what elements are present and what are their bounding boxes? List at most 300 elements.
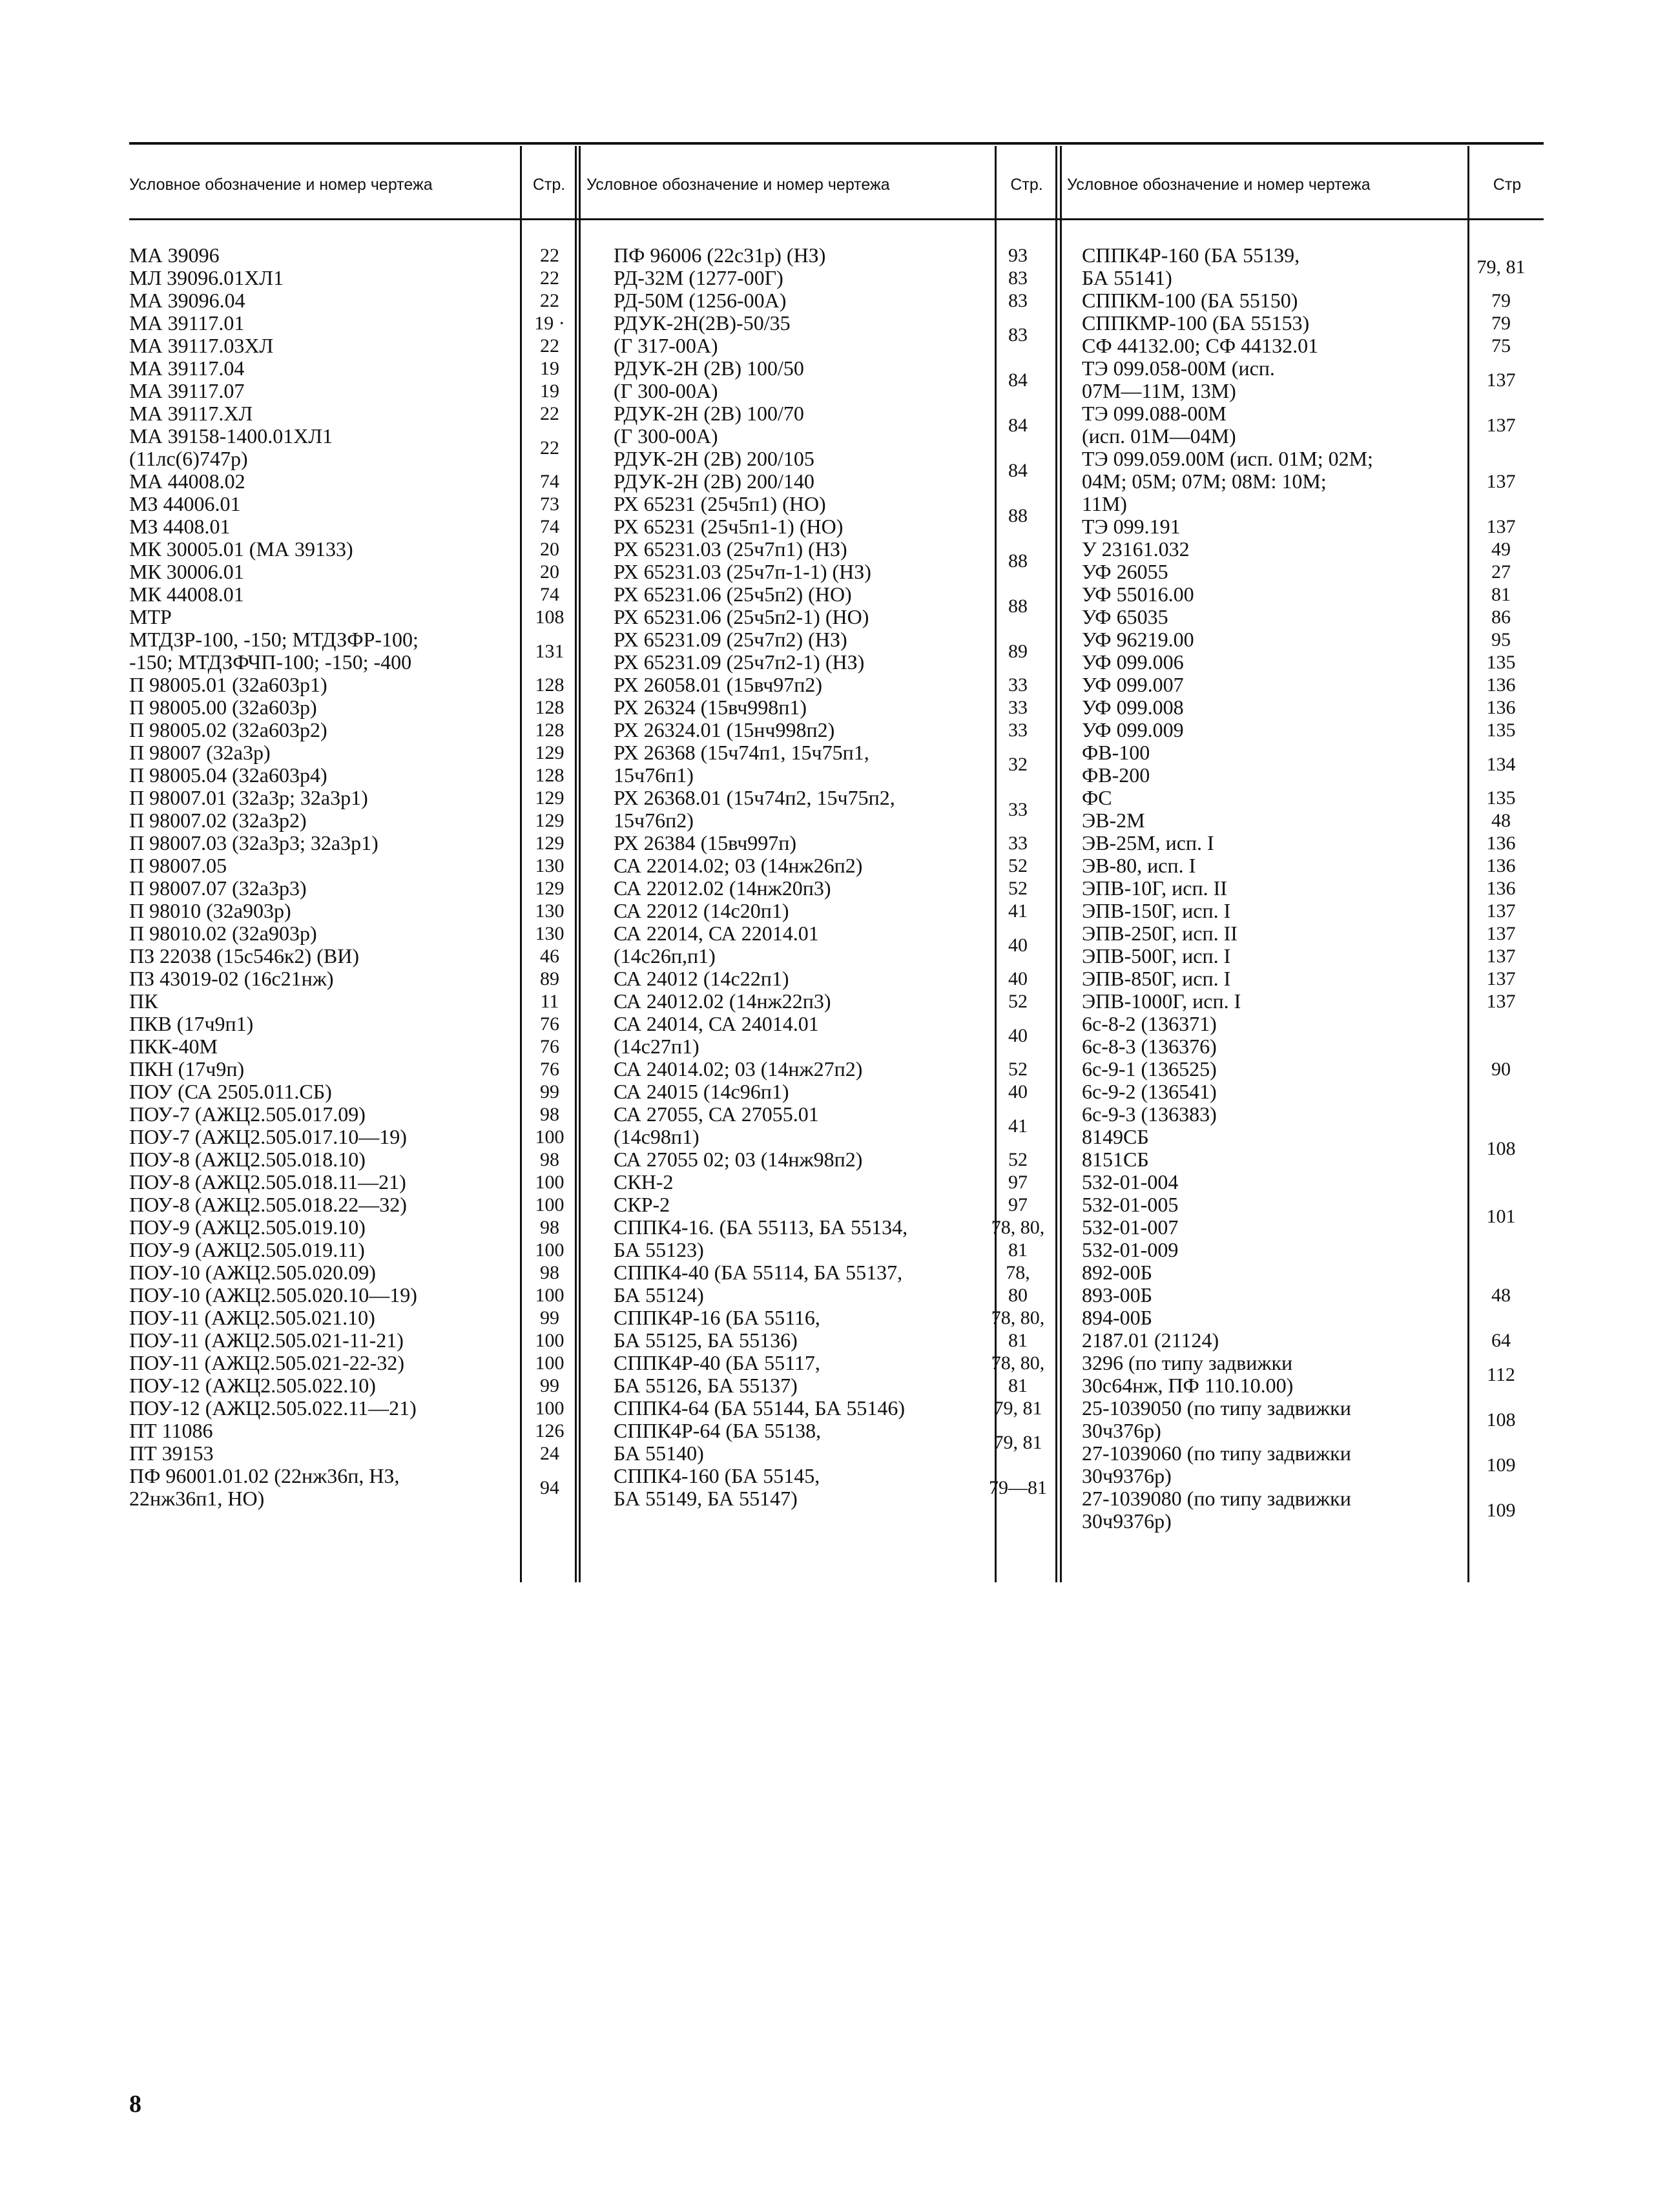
designation-line: ПОУ-8 (АЖЦ2.505.018.11—21) xyxy=(129,1171,406,1194)
index-entry xyxy=(129,335,576,357)
designation-line: 6с-9-3 (136383) xyxy=(1082,1102,1217,1126)
index-entry xyxy=(129,380,576,402)
entry-designation xyxy=(614,1194,988,1216)
entry-designation xyxy=(614,1352,988,1397)
designation-line: (14с27п1) xyxy=(614,1035,699,1058)
entry-page: 48 xyxy=(1491,810,1511,831)
designation-line: ЭПВ-1000Г, исп. I xyxy=(1082,990,1241,1013)
designation-line: МК 30006.01 xyxy=(129,561,244,583)
entry-designation xyxy=(129,1058,523,1080)
entry-page: 136 xyxy=(1486,674,1516,696)
designation-line: СА 22012.02 (14нж20п3) xyxy=(614,877,831,900)
entry-designation xyxy=(1082,335,1469,357)
index-entry xyxy=(129,1126,576,1148)
index-entry xyxy=(129,312,576,335)
entry-designation xyxy=(614,289,988,312)
entry-designation xyxy=(129,425,523,470)
header-designation-1: Условное обозначение и номер чертежа xyxy=(129,176,433,194)
entry-designation xyxy=(614,628,988,674)
index-entry xyxy=(1082,854,1533,877)
entry-page: 98 xyxy=(540,1149,559,1170)
entry-designation xyxy=(129,357,523,380)
entry-designation xyxy=(614,674,988,696)
index-entry xyxy=(129,425,576,470)
designation-line: ЭПВ-500Г, исп. I xyxy=(1082,945,1231,967)
entry-page: 135 xyxy=(1486,652,1516,673)
designation-line: РХ 65231.03 (25ч7п-1-1) (НЗ) xyxy=(614,560,871,583)
designation-line: 30ч9376р) xyxy=(1082,1509,1172,1533)
entry-designation xyxy=(1082,990,1469,1013)
index-entry xyxy=(614,854,1048,877)
designation-line: ПФ 96006 (22с31р) (НЗ) xyxy=(614,244,826,267)
entry-designation xyxy=(129,1307,523,1329)
entry-page: 79, 81 xyxy=(993,1431,1042,1453)
index-entry xyxy=(614,267,1048,289)
designation-line: 6с-9-1 (136525) xyxy=(1082,1057,1217,1080)
header-rule xyxy=(129,218,1544,220)
designation-line: (14с26п,п1) xyxy=(614,944,716,967)
designation-line: 6с-8-3 (136376) xyxy=(1082,1035,1217,1058)
entry-page: 100 xyxy=(535,1398,565,1419)
entry-page: 99 xyxy=(540,1081,559,1102)
designation-line: СКН-2 xyxy=(614,1171,674,1194)
header-page-2: Стр. xyxy=(1010,176,1043,194)
index-entry xyxy=(614,719,1048,741)
designation-line: ПОУ-11 (АЖЦ2.505.021.10) xyxy=(129,1307,375,1329)
designation-line: СППК4-40 (БА 55114, БА 55137, xyxy=(614,1261,903,1284)
entry-designation xyxy=(1082,651,1469,674)
entry-designation xyxy=(129,1374,523,1397)
index-entry xyxy=(1082,448,1533,515)
index-entry xyxy=(129,1171,576,1194)
index-entry xyxy=(1082,1442,1533,1487)
designation-line: (Г 300-00А) xyxy=(614,379,718,402)
entry-page: 98 xyxy=(540,1217,559,1238)
entry-designation xyxy=(1082,877,1469,900)
entry-designation xyxy=(129,628,523,674)
designation-line: СА 24014.02; 03 (14нж27п2) xyxy=(614,1058,863,1080)
designation-line: РХ 65231.09 (25ч7п2-1) (НЗ) xyxy=(614,650,865,674)
index-entry xyxy=(614,1171,1048,1194)
header-page-3: Стр xyxy=(1493,176,1522,194)
entry-page: 19 · xyxy=(534,313,565,334)
entry-designation xyxy=(1082,606,1469,628)
entry-page: 11 xyxy=(540,991,559,1012)
designation-line: ПТ 11086 xyxy=(129,1420,213,1442)
entry-page: 128 xyxy=(535,765,565,786)
designation-line: ЭПВ-850Г, исп. I xyxy=(1082,967,1231,990)
entry-designation xyxy=(1082,1397,1469,1442)
entry-designation xyxy=(1082,515,1469,538)
entry-designation xyxy=(129,1442,523,1465)
entry-page: 95 xyxy=(1491,629,1511,650)
designation-line: ТЭ 099.058-00М (исп. xyxy=(1082,357,1275,380)
column-divider xyxy=(1055,146,1057,1582)
index-entry xyxy=(129,809,576,832)
designation-line: МА 39117.01 xyxy=(129,312,245,335)
index-entry xyxy=(1082,583,1533,606)
entry-designation xyxy=(129,696,523,719)
entry-designation xyxy=(129,244,523,267)
entry-page: 33 xyxy=(1008,719,1028,741)
entry-page: 20 xyxy=(540,561,559,583)
designation-line: УФ 26055 xyxy=(1082,561,1168,583)
entry-page: 83 xyxy=(1008,290,1028,311)
index-entry xyxy=(614,990,1048,1013)
entry-page: 108 xyxy=(1486,1409,1516,1431)
entry-designation xyxy=(614,312,988,357)
designation-line: РХ 26058.01 (15вч97п2) xyxy=(614,674,823,696)
designation-line: РХ 65231 (25ч5п1-1) (НО) xyxy=(614,515,844,538)
entry-page: 52 xyxy=(1008,991,1028,1012)
entry-designation xyxy=(614,1103,988,1148)
designation-line: ЭПВ-150Г, исп. I xyxy=(1082,900,1231,922)
entry-designation xyxy=(614,538,988,583)
index-column-3 xyxy=(1082,244,1533,1533)
entry-designation xyxy=(129,1103,523,1126)
designation-line: П 98010 (32а903р) xyxy=(129,900,291,922)
index-entry xyxy=(129,1374,576,1397)
index-entry xyxy=(129,538,576,561)
entry-designation xyxy=(1082,1261,1469,1329)
entry-page: 27 xyxy=(1491,561,1511,583)
index-entry xyxy=(614,967,1048,990)
entry-page: 40 xyxy=(1008,934,1028,956)
designation-line: ПОУ-12 (АЖЦ2.505.022.10) xyxy=(129,1374,376,1397)
designation-line: 15ч76п1) xyxy=(614,763,694,787)
index-entry xyxy=(614,696,1048,719)
entry-page: 137 xyxy=(1486,946,1516,967)
designation-line: СКР-2 xyxy=(614,1194,670,1216)
entry-designation xyxy=(1082,628,1469,651)
designation-line: П 98005.04 (32а603р4) xyxy=(129,764,327,787)
entry-page: 94 xyxy=(540,1476,559,1498)
entry-designation xyxy=(129,719,523,741)
entry-page: 136 xyxy=(1486,878,1516,899)
entry-designation xyxy=(129,990,523,1013)
entry-page: 99 xyxy=(540,1375,559,1396)
index-entry xyxy=(129,493,576,515)
index-entry xyxy=(1082,719,1533,741)
entry-designation xyxy=(614,719,988,741)
entry-page: 78, 80, 81 xyxy=(991,1217,1045,1261)
entry-page: 33 xyxy=(1008,697,1028,718)
index-entry xyxy=(129,922,576,945)
entry-designation xyxy=(129,674,523,696)
designation-line: МА 39096 xyxy=(129,244,220,267)
designation-line: МА 39158-1400.01ХЛ1 xyxy=(129,425,333,448)
designation-line: 6с-9-2 (136541) xyxy=(1082,1080,1217,1103)
designation-line: СА 27055 02; 03 (14нж98п2) xyxy=(614,1148,863,1171)
index-entry xyxy=(129,402,576,425)
designation-line: СППК4Р-160 (БА 55139, xyxy=(1082,244,1300,267)
entry-designation xyxy=(1082,538,1469,561)
designation-line: РХ 26324.01 (15нч998п2) xyxy=(614,719,835,741)
entry-page: 112 xyxy=(1487,1363,1515,1385)
entry-page: 19 xyxy=(540,380,559,402)
entry-designation xyxy=(1082,312,1469,335)
index-entry xyxy=(614,1465,1048,1510)
designation-line: 07М—11М, 13М) xyxy=(1082,379,1236,402)
designation-line: 04М; 05М; 07М; 08М: 10М; xyxy=(1082,470,1327,493)
entry-page: 134 xyxy=(1486,753,1516,775)
entry-page: 79, 81 xyxy=(993,1398,1042,1419)
entry-designation xyxy=(1082,945,1469,967)
designation-line: СА 22014.02; 03 (14нж26п2) xyxy=(614,854,863,877)
designation-line: 30ч9376р) xyxy=(1082,1464,1172,1487)
entry-page: 22 xyxy=(540,437,559,459)
designation-line: СФ 44132.00; СФ 44132.01 xyxy=(1082,335,1319,357)
index-entry xyxy=(1082,402,1533,448)
designation-line: ПОУ-7 (АЖЦ2.505.017.09) xyxy=(129,1103,366,1126)
index-entry xyxy=(1082,312,1533,335)
index-entry xyxy=(614,877,1048,900)
entry-designation xyxy=(1082,832,1469,854)
entry-page: 41 xyxy=(1008,900,1028,922)
designation-line: СППК4-16. (БА 55113, БА 55134, xyxy=(614,1216,908,1239)
index-entry xyxy=(614,787,1048,832)
designation-line: УФ 55016.00 xyxy=(1082,583,1194,606)
index-entry xyxy=(129,357,576,380)
designation-line: МА 39117.ХЛ xyxy=(129,402,253,425)
designation-line: 11М) xyxy=(1082,492,1127,515)
entry-page: 97 xyxy=(1008,1172,1028,1193)
index-entry xyxy=(129,606,576,628)
entry-designation xyxy=(1082,1126,1469,1171)
entry-page: 33 xyxy=(1008,832,1028,854)
page-number: 8 xyxy=(129,2091,141,2118)
index-entry xyxy=(614,1307,1048,1352)
entry-designation xyxy=(614,787,988,832)
entry-page: 52 xyxy=(1008,1059,1028,1080)
entry-page: 76 xyxy=(540,1036,559,1057)
entry-page: 52 xyxy=(1008,1149,1028,1170)
designation-line: РД-32М (1277-00Г) xyxy=(614,267,783,289)
designation-line: БА 55125, БА 55136) xyxy=(614,1328,798,1352)
designation-line: ПОУ-9 (АЖЦ2.505.019.11) xyxy=(129,1239,365,1261)
entry-page: 137 xyxy=(1486,471,1516,492)
designation-line: ПОУ-11 (АЖЦ2.505.021-11-21) xyxy=(129,1329,404,1352)
entry-page: 108 xyxy=(1486,1137,1516,1159)
index-entry xyxy=(129,854,576,877)
entry-page: 131 xyxy=(535,640,565,662)
designation-line: 892-00Б xyxy=(1082,1261,1153,1284)
entry-designation xyxy=(1082,1171,1469,1261)
index-entry xyxy=(129,967,576,990)
designation-line: СППК4-160 (БА 55145, xyxy=(614,1465,820,1487)
index-entry xyxy=(129,583,576,606)
designation-line: ПОУ-10 (АЖЦ2.505.020.10—19) xyxy=(129,1284,417,1307)
designation-line: ПОУ-11 (АЖЦ2.505.021-22-32) xyxy=(129,1352,405,1374)
index-entry xyxy=(129,1420,576,1442)
entry-designation xyxy=(614,448,988,493)
entry-page: 109 xyxy=(1486,1499,1516,1521)
index-entry xyxy=(1082,967,1533,990)
index-entry xyxy=(614,922,1048,967)
index-entry xyxy=(129,1352,576,1374)
entry-page: 137 xyxy=(1486,414,1516,436)
entry-page: 22 xyxy=(540,267,559,289)
designation-line: СППК4Р-64 (БА 55138, xyxy=(614,1420,822,1442)
entry-page: 89 xyxy=(540,968,559,989)
index-entry xyxy=(1082,787,1533,809)
entry-designation xyxy=(129,289,523,312)
entry-page: 78, 80, 81 xyxy=(991,1307,1045,1351)
designation-line: РХ 65231 (25ч5п1) (НО) xyxy=(614,493,826,515)
designation-line: УФ 099.009 xyxy=(1082,719,1184,741)
entry-page: 137 xyxy=(1486,516,1516,537)
index-entry xyxy=(129,1465,576,1510)
designation-line: СППК4-64 (БА 55144, БА 55146) xyxy=(614,1397,905,1420)
designation-line: БА 55126, БА 55137) xyxy=(614,1374,798,1397)
designation-line: ФВ-100 xyxy=(1082,741,1150,764)
designation-line: МА 39117.07 xyxy=(129,380,245,402)
designation-line: (Г 300-00А) xyxy=(614,424,718,448)
index-entry xyxy=(1082,561,1533,583)
entry-page: 130 xyxy=(535,855,565,876)
designation-line: 15ч76п2) xyxy=(614,809,694,832)
entry-designation xyxy=(614,741,988,787)
designation-line: МА 39117.04 xyxy=(129,357,245,380)
entry-designation xyxy=(614,244,988,267)
designation-line: ФС xyxy=(1082,787,1112,809)
entry-designation xyxy=(614,357,988,402)
index-entry xyxy=(614,448,1048,493)
index-entry xyxy=(1082,877,1533,900)
designation-line: П 98007.03 (32а3р3; 32а3р1) xyxy=(129,832,378,854)
designation-line: УФ 099.006 xyxy=(1082,651,1184,674)
designation-line: УФ 099.007 xyxy=(1082,674,1184,696)
designation-line: ПОУ-12 (АЖЦ2.505.022.11—21) xyxy=(129,1397,417,1420)
designation-line: СА 22012 (14с20п1) xyxy=(614,900,789,922)
entry-designation xyxy=(129,583,523,606)
entry-designation xyxy=(129,1035,523,1058)
entry-designation xyxy=(1082,561,1469,583)
designation-line: 25-1039050 (по типу задвижки xyxy=(1082,1397,1351,1420)
entry-page: 129 xyxy=(535,810,565,831)
index-entry xyxy=(614,674,1048,696)
designation-line: ПФ 96001.01.02 (22нж36п, НЗ, xyxy=(129,1465,400,1487)
index-entry xyxy=(129,696,576,719)
designation-line: ТЭ 099.088-00М xyxy=(1082,402,1227,425)
entry-page: 137 xyxy=(1486,369,1516,391)
entry-page: 100 xyxy=(535,1239,565,1261)
entry-designation xyxy=(614,1307,988,1352)
index-entry xyxy=(129,1035,576,1058)
entry-page: 100 xyxy=(535,1194,565,1215)
index-entry xyxy=(129,877,576,900)
designation-line: 8151СБ xyxy=(1082,1148,1149,1171)
entry-page: 40 xyxy=(1008,1024,1028,1046)
index-entry xyxy=(1082,357,1533,402)
designation-line: СА 24012.02 (14нж22п3) xyxy=(614,990,831,1013)
index-entry xyxy=(129,1194,576,1216)
designation-line: ПОУ-8 (АЖЦ2.505.018.10) xyxy=(129,1148,366,1171)
designation-line: ПОУ (СА 2505.011.СБ) xyxy=(129,1080,332,1103)
entry-page: 24 xyxy=(540,1443,559,1464)
entry-page: 100 xyxy=(535,1172,565,1193)
entry-designation xyxy=(614,1261,988,1307)
entry-page: 79 xyxy=(1491,290,1511,311)
entry-designation xyxy=(614,990,988,1013)
entry-designation xyxy=(614,877,988,900)
designation-line: (Г 317-00А) xyxy=(614,334,718,357)
entry-page: 84 xyxy=(1008,369,1028,391)
designation-line: РХ 65231.06 (25ч5п2-1) (НО) xyxy=(614,605,869,628)
designation-line: МА 44008.02 xyxy=(129,470,245,493)
designation-line: СА 24012 (14с22п1) xyxy=(614,967,789,990)
designation-line: 6с-8-2 (136371) xyxy=(1082,1013,1217,1035)
entry-designation xyxy=(614,1013,988,1058)
designation-line: СА 22014, СА 22014.01 xyxy=(614,922,819,945)
entry-designation xyxy=(1082,900,1469,922)
index-entry xyxy=(614,289,1048,312)
entry-page: 137 xyxy=(1486,923,1516,944)
designation-line: ФВ-200 xyxy=(1082,763,1150,787)
designation-line: П 98010.02 (32а903р) xyxy=(129,922,317,945)
entry-designation xyxy=(1082,922,1469,945)
entry-page: 75 xyxy=(1491,335,1511,357)
index-column-2 xyxy=(614,244,1048,1510)
designation-line: СА 24014, СА 24014.01 xyxy=(614,1013,819,1035)
entry-designation xyxy=(129,1194,523,1216)
index-entry xyxy=(1082,538,1533,561)
index-entry xyxy=(614,1194,1048,1216)
entry-designation xyxy=(129,787,523,809)
index-entry xyxy=(614,312,1048,357)
index-entry xyxy=(1082,674,1533,696)
entry-designation xyxy=(129,877,523,900)
entry-designation xyxy=(614,832,988,854)
entry-page: 79, 81 xyxy=(1476,256,1526,278)
column-divider xyxy=(1060,146,1062,1582)
entry-designation xyxy=(614,1171,988,1194)
entry-page: 137 xyxy=(1486,968,1516,989)
entry-page: 20 xyxy=(540,539,559,560)
entry-page: 93 xyxy=(1008,245,1028,266)
designation-line: П 98007.02 (32а3р2) xyxy=(129,809,307,832)
entry-designation xyxy=(129,267,523,289)
index-entry xyxy=(1082,515,1533,538)
entry-page: 40 xyxy=(1008,968,1028,989)
entry-designation xyxy=(1082,1013,1469,1126)
entry-page: 46 xyxy=(540,946,559,967)
designation-line: 22нж36п1, НО) xyxy=(129,1487,265,1510)
index-entry xyxy=(129,719,576,741)
entry-designation xyxy=(129,1216,523,1239)
index-entry xyxy=(1082,741,1533,787)
entry-designation xyxy=(614,922,988,967)
entry-page: 97 xyxy=(1008,1194,1028,1215)
index-entry xyxy=(129,741,576,764)
designation-line: У 23161.032 xyxy=(1082,538,1190,561)
entry-designation xyxy=(129,832,523,854)
index-entry xyxy=(1082,900,1533,922)
index-entry xyxy=(614,741,1048,787)
designation-line: МА 39096.04 xyxy=(129,289,245,312)
entry-page: 100 xyxy=(535,1285,565,1306)
entry-page: 137 xyxy=(1486,900,1516,922)
entry-page: 33 xyxy=(1008,674,1028,696)
entry-page: 84 xyxy=(1008,414,1028,436)
entry-designation xyxy=(1082,289,1469,312)
entry-page: 98 xyxy=(540,1104,559,1125)
index-entry xyxy=(614,900,1048,922)
entry-designation xyxy=(129,380,523,402)
entry-designation xyxy=(129,1148,523,1171)
designation-line: СППК4Р-16 (БА 55116, xyxy=(614,1307,820,1329)
entry-page: 76 xyxy=(540,1013,559,1035)
